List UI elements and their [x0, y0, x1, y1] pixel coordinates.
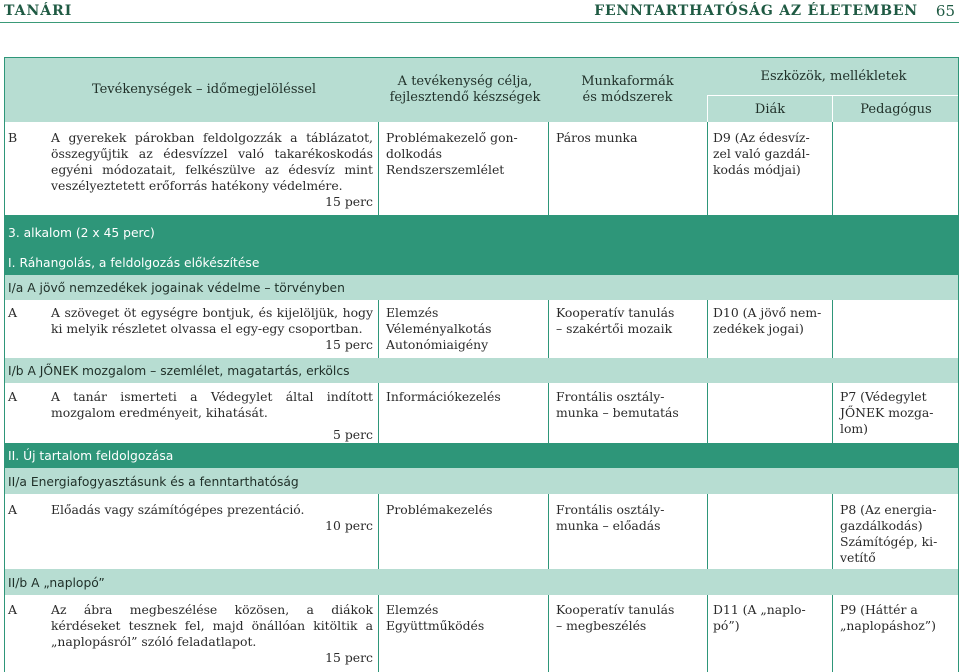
- row-iib-teacher: P9 (Háttér a „naplopáshoz”): [840, 602, 936, 633]
- header-label: TANÁRI: [4, 3, 73, 19]
- column-rule: [548, 494, 549, 569]
- row-iia-teacher: P8 (Az energia- gazdálkodás) Számítógép, ki- vetítő: [840, 502, 938, 565]
- running-header: [0, 0, 959, 22]
- column-rule: [378, 494, 379, 569]
- row-iia-activity: Előadás vagy számítógépes prezentáció. 10 perc: [51, 502, 373, 533]
- row-iia-time: 10 perc: [325, 518, 373, 533]
- column-rule: [378, 300, 379, 358]
- row-letter: B: [8, 130, 18, 145]
- section-i-title: I. Ráhangolás, a feldolgozás előkészítése: [8, 256, 260, 270]
- column-rule: [707, 300, 708, 358]
- row-ib-time: 5 perc: [333, 427, 373, 442]
- header-rule: [0, 22, 959, 23]
- row-ib-goal: Információkezelés: [386, 389, 501, 404]
- table-border-left: [4, 57, 5, 672]
- col-header-tools: Eszközök, mellékletek: [760, 69, 907, 84]
- column-rule: [707, 494, 708, 569]
- row-ib-activity: A tanár ismerteti a Védegylet által indított mozgalom eredményeit, kihatását. 5 perc: [51, 389, 373, 442]
- subsection-iib-title: II/b A „naplopó”: [8, 576, 105, 590]
- row-b-student: D9 (Az édesvíz- zel való gazdál- kodás módjai): [713, 130, 810, 177]
- col-header-goal: A tevékenység célja, fejlesztendő készségek: [389, 74, 541, 105]
- section-ii-title: II. Új tartalom feldolgozása: [8, 449, 174, 463]
- column-rule: [707, 122, 708, 215]
- row-ia-student: D10 (A jövő nem- zedékek jogai): [713, 305, 822, 336]
- row-iib-method: Kooperatív tanulás – megbeszélés: [556, 602, 675, 633]
- column-rule: [832, 300, 833, 358]
- column-rule: [707, 595, 708, 672]
- column-rule: [548, 300, 549, 358]
- column-rule: [548, 595, 549, 672]
- row-iib-activity: Az ábra megbeszélése közösen, a diákok kérdéseket tesznek fel, majd önállóan kitöltik a „naplopásról” szóló feladatlapot. 15 perc: [51, 602, 373, 665]
- row-letter: A: [8, 602, 18, 617]
- row-iia-method: Frontális osztály- munka – előadás: [556, 502, 665, 533]
- column-rule: [832, 383, 833, 443]
- column-rule: [378, 122, 379, 215]
- row-ib-method: Frontális osztály- munka – bemutatás: [556, 389, 679, 420]
- row-ia-time: 15 perc: [325, 337, 373, 352]
- column-rule: [832, 494, 833, 569]
- row-ia-activity: A szöveget öt egységre bontjuk, és kijelöljük, hogy ki melyik részletet olvassa el egy-egy csoportban. 15 perc: [51, 305, 373, 352]
- row-letter: A: [8, 389, 18, 404]
- column-rule: [378, 595, 379, 672]
- column-rule: [548, 122, 549, 215]
- col-header-teacher: Pedagógus: [860, 102, 932, 117]
- row-b-time: 15 perc: [325, 194, 373, 209]
- row-b-goal: Problémakezelő gon- dolkodás Rendszerszemlélet: [386, 130, 518, 177]
- page-number: 65: [935, 2, 955, 20]
- header-right: [594, 2, 959, 20]
- row-letter: A: [8, 502, 18, 517]
- row-letter: A: [8, 305, 18, 320]
- table-border-top: [4, 57, 959, 58]
- row-iib-student: D11 (A „naplo- pó”): [713, 602, 806, 633]
- row-b-method: Páros munka: [556, 130, 638, 145]
- column-rule: [832, 122, 833, 215]
- column-rule: [548, 383, 549, 443]
- row-ib-teacher: P7 (Védegylet JŐNEK mozga- lom): [840, 389, 934, 436]
- col-header-methods: Munkaformák és módszerek: [581, 74, 674, 105]
- row-b-activity: A gyerekek párokban feldolgozzák a táblázatot, összegyűjtik az édesvízzel való takarékoskodás egyéni módozatait, felkészülve az édesvíz mint veszélyeztetett erőforrás hatékony védelmére. 15 perc: [51, 130, 373, 209]
- header-section-title: FENNTARTHATÓSÁG AZ ÉLETEMBEN: [594, 3, 918, 19]
- row-ia-method: Kooperatív tanulás – szakértői mozaik: [556, 305, 675, 336]
- row-iib-time: 15 perc: [325, 650, 373, 665]
- column-rule: [378, 383, 379, 443]
- column-rule: [707, 383, 708, 443]
- header-divider: [707, 95, 959, 96]
- row-iia-goal: Problémakezelés: [386, 502, 493, 517]
- subsection-ia-title: I/a A jövő nemzedékek jogainak védelme – törvényben: [8, 281, 345, 295]
- column-rule: [832, 595, 833, 672]
- subsection-bar: [4, 569, 959, 595]
- subsection-ib-title: I/b A JŐNEK mozgalom – szemlélet, magatartás, erkölcs: [8, 364, 350, 378]
- col-header-student: Diák: [754, 102, 786, 117]
- row-iib-goal: Elemzés Együttműködés: [386, 602, 485, 633]
- subsection-iia-title: II/a Energiafogyasztásunk és a fenntarthatóság: [8, 475, 299, 489]
- col-header-activities: Tevékenységek – időmegjelöléssel: [91, 82, 317, 97]
- section-session-title: 3. alkalom (2 x 45 perc): [8, 226, 155, 240]
- row-ia-goal: Elemzés Véleményalkotás Autonómiaigény: [386, 305, 492, 352]
